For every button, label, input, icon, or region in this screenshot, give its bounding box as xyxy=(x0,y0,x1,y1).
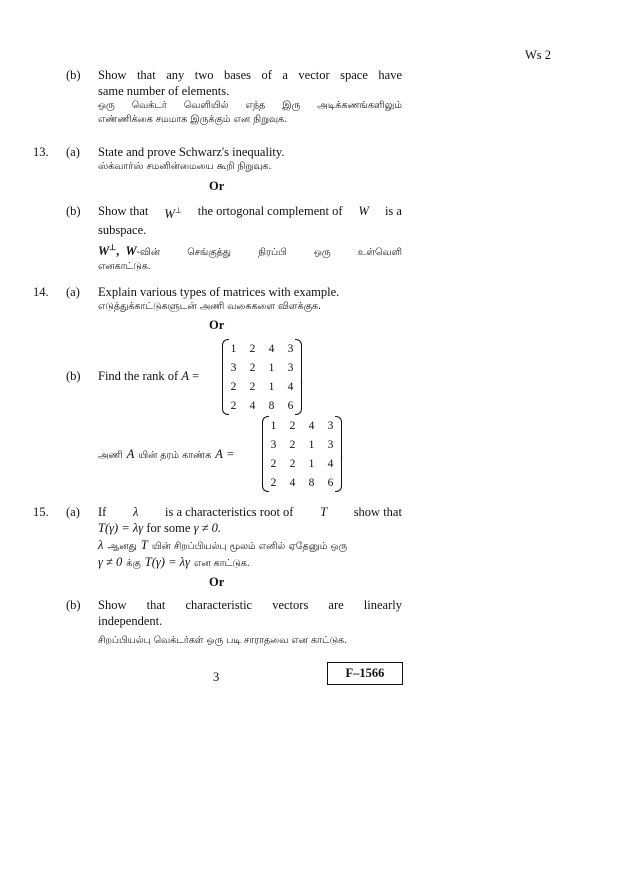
q13a-ta: ஸ்க்வார்ஸ் சமனின்மையை கூறி நிறுவுக. xyxy=(98,161,272,172)
q15a-en-line2 xyxy=(98,520,402,536)
q15a-ta-2a: γ ≠ 0 xyxy=(98,555,123,569)
q15a-ta-1c: T xyxy=(140,538,148,552)
q13a-block xyxy=(98,144,402,174)
matrix2-cell: 2 xyxy=(270,476,277,489)
q15a-w5: show that xyxy=(353,505,402,519)
matrix2-row xyxy=(264,435,340,454)
matrix-cell: 2 xyxy=(230,399,237,412)
matrix-row xyxy=(224,358,300,377)
q14b-ta-sym2: A xyxy=(215,447,223,461)
q14b-label: (b) xyxy=(66,369,81,383)
q13b-w1: Show that xyxy=(98,204,149,218)
matrix2-cell: 3 xyxy=(327,438,334,451)
matrix-cell: 3 xyxy=(287,361,294,374)
q13b-en-line1 xyxy=(98,203,402,222)
q13b-ta-text1: -வின் செங்குத்து நிரப்பி ஒரு உள்வெளி xyxy=(136,247,402,259)
q14b-matrix xyxy=(222,339,302,415)
q15a-ta-2c: T(γ) = λγ xyxy=(144,555,190,569)
matrix-cell: 2 xyxy=(249,361,256,374)
matrix-cell: 2 xyxy=(230,380,237,393)
matrix2-cell: 4 xyxy=(327,457,334,470)
matrix-row xyxy=(224,396,300,415)
matrix-cell: 3 xyxy=(287,342,294,355)
q13b-ta-line2: எனகாட்டுக. xyxy=(98,261,151,273)
q14a-ta: எடுத்துக்காட்டுகளுடன் அணி வகைகளை விளக்குக. xyxy=(98,301,322,312)
matrix2-cell: 1 xyxy=(308,457,315,470)
matrix-row xyxy=(224,377,300,396)
matrix2-cell: 1 xyxy=(270,419,277,432)
q13-number: 13. xyxy=(33,145,49,159)
matrix-cell: 1 xyxy=(268,361,275,374)
q15a-l2b: for some xyxy=(146,521,191,535)
q13b-ta-line1 xyxy=(98,240,402,260)
q12b-label: (b) xyxy=(66,68,81,82)
matrix2-cell: 3 xyxy=(270,438,277,451)
matrix2-cell: 2 xyxy=(270,457,277,470)
q14-or: Or xyxy=(209,318,225,332)
q13b-ta-sym1: W xyxy=(98,244,110,259)
matrix-cell: 4 xyxy=(268,342,275,355)
q15a-w3: is a characteristics root of xyxy=(165,505,294,519)
q15a-l2c: γ ≠ 0. xyxy=(193,521,221,535)
q14b-dot: . xyxy=(300,372,304,386)
q13b-en-line2: subspace. xyxy=(98,223,147,238)
q15b-en-line1: Show that characteristic vectors are linearly xyxy=(98,598,402,612)
q13b-label: (b) xyxy=(66,204,81,218)
q13b-ta-sym2: W xyxy=(125,244,137,259)
matrix2-cell: 4 xyxy=(289,476,296,489)
q12b-ta-line1: ஒரு வெக்டர் வெளியில் எந்த இரு அடிக்கணங்களிலும் xyxy=(98,100,402,111)
q13a-en: State and prove Schwarz's inequality. xyxy=(98,145,285,159)
q14b-ta xyxy=(98,446,234,463)
q14a-label: (a) xyxy=(66,285,80,299)
matrix-cell: 3 xyxy=(230,361,237,374)
q12b-block xyxy=(98,67,402,127)
q15a-ta-2b: க்கு xyxy=(126,558,141,569)
matrix2-cell: 2 xyxy=(289,438,296,451)
matrix2-table xyxy=(264,416,340,492)
q15a-ta-1d: யின் சிறப்பியல்பு மூலம் எனில் ஏதேனும் ஒரு xyxy=(151,541,348,552)
matrix2-cell: 4 xyxy=(308,419,315,432)
q15a-ta-1a: λ xyxy=(98,538,104,552)
q12b-en-line2: same number of elements. xyxy=(98,84,230,98)
matrix-cell: 4 xyxy=(287,380,294,393)
q14b-ta-eq: = xyxy=(226,447,234,461)
q15b-label: (b) xyxy=(66,598,81,612)
q15a-label: (a) xyxy=(66,505,80,519)
q14b-ta-dot: . xyxy=(340,447,344,461)
matrix-table xyxy=(224,339,300,415)
matrix-cell: 1 xyxy=(230,342,237,355)
q14b-eq: = xyxy=(192,369,200,383)
q15b-block xyxy=(98,597,402,648)
q15a-block xyxy=(98,504,402,571)
page-number: 3 xyxy=(213,670,220,684)
q15a-en-line1 xyxy=(98,504,402,520)
q15b-en-line2: independent. xyxy=(98,614,163,628)
matrix2-cell: 1 xyxy=(308,438,315,451)
q13b-w3: is a xyxy=(384,204,402,218)
q14b-en-text: Find the rank of xyxy=(98,369,179,383)
matrix-cell: 8 xyxy=(268,399,275,412)
matrix2-cell: 2 xyxy=(289,419,296,432)
matrix2-cell: 3 xyxy=(327,419,334,432)
matrix-cell: 4 xyxy=(249,399,256,412)
q13b-sym xyxy=(164,203,181,222)
matrix2-cell: 8 xyxy=(308,476,315,489)
q15a-ta-line2 xyxy=(98,554,402,571)
q14b-matrix-2 xyxy=(262,416,342,492)
matrix-cell: 2 xyxy=(249,342,256,355)
q15-number: 15. xyxy=(33,505,49,519)
q14b-ta-text2: யின் தரம் காண்க xyxy=(138,450,212,461)
q15-or: Or xyxy=(209,575,225,589)
q13a-label: (a) xyxy=(66,145,80,159)
q12b-en-line1: Show that any two bases of a vector space have xyxy=(98,68,402,82)
q15a-w1: If xyxy=(98,505,107,519)
q15a-ta-line1 xyxy=(98,537,402,554)
matrix2-row xyxy=(264,454,340,473)
paper-code-box: F–1566 xyxy=(327,662,403,685)
matrix2-cell: 2 xyxy=(289,457,296,470)
matrix-cell: 6 xyxy=(287,399,294,412)
q14b-sym-a: A xyxy=(181,369,189,383)
q15a-w2: λ xyxy=(132,505,139,519)
matrix2-cell: 6 xyxy=(327,476,334,489)
q15b-ta: சிறப்பியல்பு வெக்டர்கள் ஒரு படி சாராதவை என காட்டுக. xyxy=(98,635,348,646)
q14-number: 14. xyxy=(33,285,49,299)
q13b-block xyxy=(98,203,402,274)
q14b-ta-text1: அணி xyxy=(98,450,123,461)
q13b-sym-perp: ⊥ xyxy=(174,206,182,215)
q13b-ta-perp: ⊥ xyxy=(109,243,117,253)
q14b-ta-sym: A xyxy=(126,447,135,461)
q15a-ta-2d: என காட்டுக. xyxy=(194,558,250,569)
q13b-ta-sym1-wrap: W⊥, W xyxy=(98,243,137,259)
matrix2-row xyxy=(264,473,340,492)
q15a-l2a: T(γ) = λγ xyxy=(98,521,144,535)
header-code: Ws 2 xyxy=(525,48,552,62)
q13b-sym-w2: W xyxy=(358,204,369,218)
q13-or: Or xyxy=(209,179,225,193)
matrix-cell: 1 xyxy=(268,380,275,393)
matrix2-row xyxy=(264,416,340,435)
matrix-cell: 2 xyxy=(249,380,256,393)
q15a-w4: T xyxy=(320,505,328,519)
q13b-w2: the ortogonal complement of xyxy=(197,204,343,218)
q14a-block xyxy=(98,284,402,314)
q14a-en: Explain various types of matrices with example. xyxy=(98,285,340,299)
q13b-sym-w: W xyxy=(164,207,175,222)
q14b-en xyxy=(98,368,199,384)
q12b-ta-line2: எண்ணிக்கை சமமாக இருக்கும் என நிறுவுக. xyxy=(98,114,288,125)
q15a-ta-1b: ஆனது xyxy=(107,541,137,552)
matrix-row xyxy=(224,339,300,358)
